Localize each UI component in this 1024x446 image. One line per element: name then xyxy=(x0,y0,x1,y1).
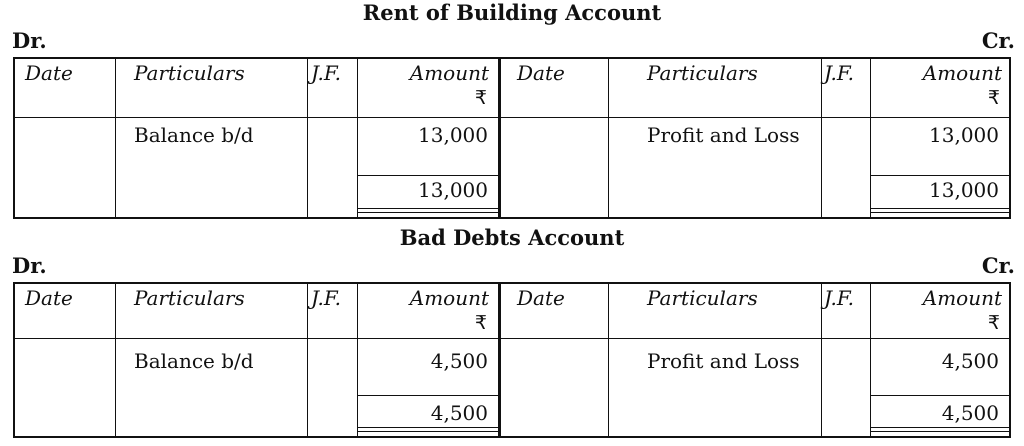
header-rule xyxy=(15,117,1009,118)
cr-label: Cr. xyxy=(981,253,1015,278)
col-divider xyxy=(821,284,822,436)
rupee-symbol: ₹ xyxy=(987,87,1000,109)
credit-particulars: Profit and Loss xyxy=(647,349,800,373)
col-divider xyxy=(821,59,822,217)
double-rule xyxy=(358,208,498,209)
ledger-table xyxy=(13,282,1011,438)
header-date: Date xyxy=(517,286,565,310)
debit-particulars: Balance b/d xyxy=(134,123,254,147)
header-amount: Amount xyxy=(922,61,1002,85)
double-rule xyxy=(358,212,498,213)
total-rule xyxy=(871,175,1011,176)
account-title: Bad Debts Account xyxy=(399,225,625,250)
col-divider xyxy=(870,284,871,436)
debit-amount: 13,000 xyxy=(418,123,488,147)
col-divider xyxy=(307,284,308,436)
header-date: Date xyxy=(25,286,73,310)
header-date: Date xyxy=(25,61,73,85)
col-divider xyxy=(357,284,358,436)
dr-label: Dr. xyxy=(12,253,47,278)
double-rule xyxy=(871,427,1011,428)
debit-amount: 4,500 xyxy=(430,349,488,373)
dr-label: Dr. xyxy=(12,28,47,53)
header-amount: Amount xyxy=(409,286,489,310)
total-rule xyxy=(358,175,498,176)
credit-amount: 4,500 xyxy=(941,349,999,373)
header-jf: J.F. xyxy=(824,61,854,85)
header-particulars: Particulars xyxy=(134,61,245,85)
header-amount: Amount xyxy=(409,61,489,85)
center-divider xyxy=(498,59,501,217)
debit-total: 4,500 xyxy=(430,401,488,425)
double-rule xyxy=(871,212,1011,213)
debit-total: 13,000 xyxy=(418,178,488,202)
total-rule xyxy=(871,395,1011,396)
col-divider xyxy=(870,59,871,217)
col-divider xyxy=(608,284,609,436)
col-divider xyxy=(608,59,609,217)
ledger-table xyxy=(13,57,1011,219)
account-title: Rent of Building Account xyxy=(362,0,662,25)
header-rule xyxy=(15,338,1009,339)
double-rule xyxy=(871,208,1011,209)
header-particulars: Particulars xyxy=(134,286,245,310)
col-divider xyxy=(115,59,116,217)
center-divider xyxy=(498,284,501,436)
double-rule xyxy=(358,427,498,428)
credit-amount: 13,000 xyxy=(929,123,999,147)
rupee-symbol: ₹ xyxy=(474,87,487,109)
rupee-symbol: ₹ xyxy=(987,312,1000,334)
header-date: Date xyxy=(517,61,565,85)
col-divider xyxy=(357,59,358,217)
header-jf: J.F. xyxy=(311,286,341,310)
header-jf: J.F. xyxy=(311,61,341,85)
credit-total: 4,500 xyxy=(941,401,999,425)
header-jf: J.F. xyxy=(824,286,854,310)
double-rule xyxy=(871,431,1011,432)
rupee-symbol: ₹ xyxy=(474,312,487,334)
header-particulars: Particulars xyxy=(647,286,758,310)
col-divider xyxy=(307,59,308,217)
col-divider xyxy=(115,284,116,436)
header-amount: Amount xyxy=(922,286,1002,310)
double-rule xyxy=(358,431,498,432)
cr-label: Cr. xyxy=(981,28,1015,53)
header-particulars: Particulars xyxy=(647,61,758,85)
credit-total: 13,000 xyxy=(929,178,999,202)
debit-particulars: Balance b/d xyxy=(134,349,254,373)
credit-particulars: Profit and Loss xyxy=(647,123,800,147)
total-rule xyxy=(358,395,498,396)
